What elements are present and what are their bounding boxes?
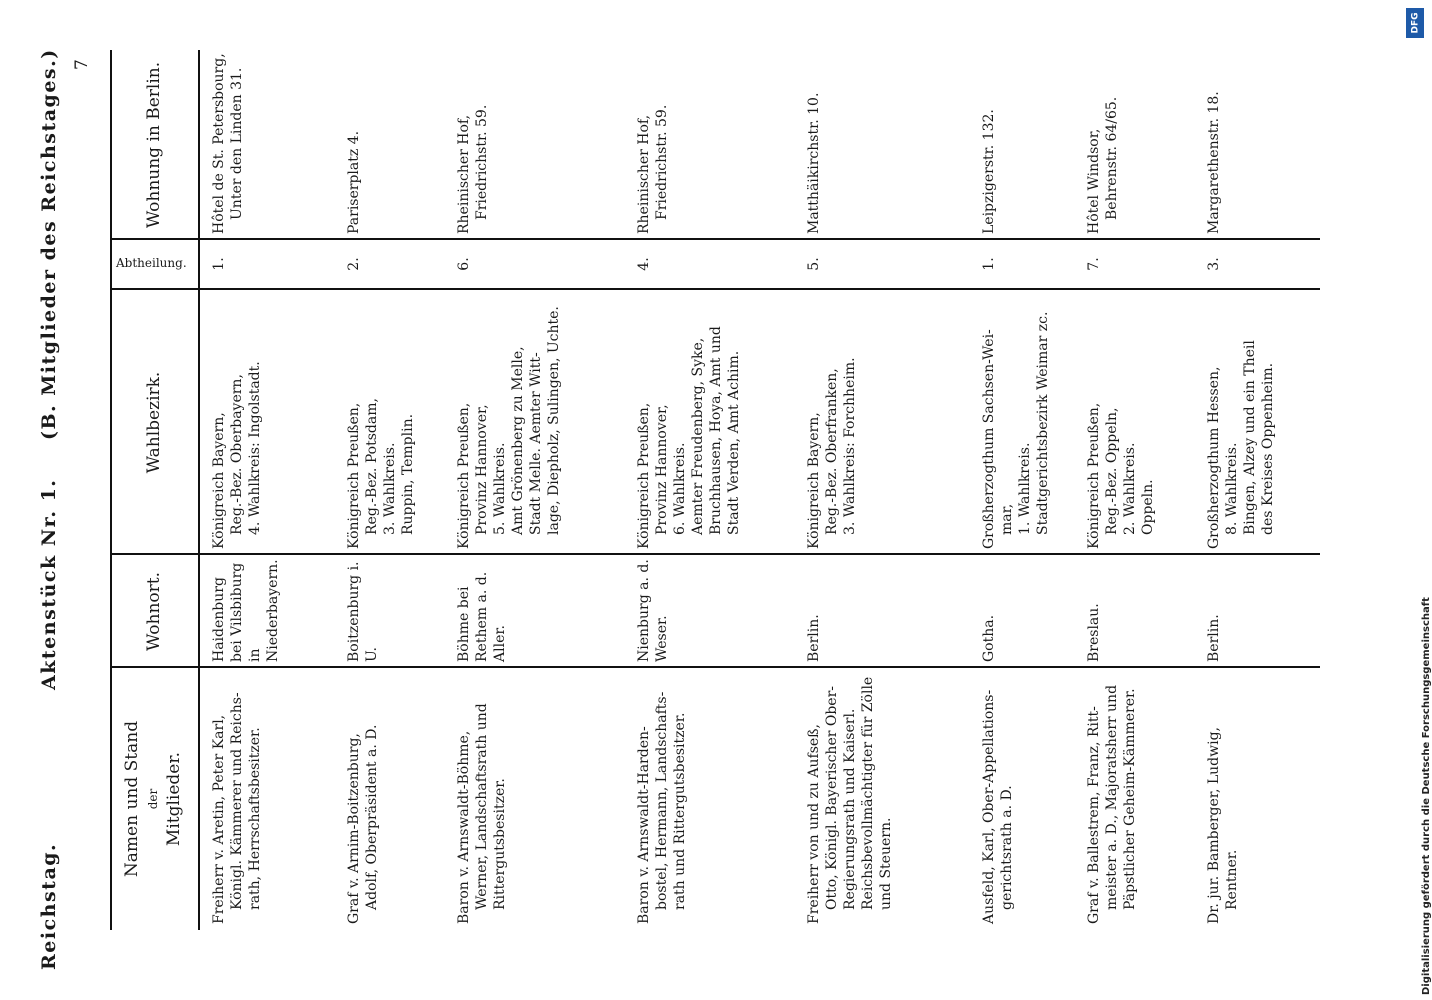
cell-name — [635, 672, 689, 924]
cell-line: Reg.-Bez. Potsdam, — [364, 398, 380, 535]
cell-line: Berlin. — [806, 614, 822, 662]
cell-name — [980, 672, 1016, 924]
cell-line: Freiherr v. Aretin, Peter Karl, — [211, 714, 227, 924]
cell-line: Reg.-Bez. Oppeln, — [1104, 407, 1120, 535]
cell-wahlbezirk — [1085, 293, 1157, 549]
cell-wohnung — [1205, 52, 1223, 234]
cell-wohnung — [635, 52, 671, 234]
cell-abtheilung: 1. — [981, 257, 997, 271]
cell-line: Päpstlicher Geheim-Kämmerer. — [1122, 688, 1138, 910]
col-header-name — [122, 668, 185, 930]
dfg-notice: Digitalisierung gefördert durch die Deutsche Forschungsgemeinschaft — [1421, 597, 1432, 995]
cell-abtheilung: 1. — [211, 257, 227, 271]
col-header-name-line: Mitglieder. — [164, 751, 184, 847]
cell-line: 8. Wahlkreis. — [1224, 442, 1240, 535]
cell-wohnort — [345, 558, 381, 662]
cell-line: Freiherr von und zu Aufseß, — [806, 724, 822, 924]
cell-wohnort — [1205, 558, 1223, 662]
cell-name — [1085, 672, 1139, 924]
cell-line: Otto, Königl. Bayerischer Ober- — [824, 685, 840, 910]
column-rule-4 — [110, 239, 1320, 241]
col-header-wahlbezirk: Wahlbezirk. — [144, 371, 164, 474]
cell-abtheilung: 5. — [806, 257, 822, 271]
header-left: Reichstag. — [38, 842, 60, 970]
cell-line: Baron v. Arnswaldt-Harden- — [636, 726, 652, 924]
cell-line: Graf v. Ballestrem, Franz, Ritt- — [1086, 706, 1102, 924]
cell-line: Königreich Preußen, — [1086, 402, 1102, 549]
cell-line: Provinz Hannover, — [474, 404, 490, 535]
cell-line: Boitzenburg i. U. — [346, 561, 380, 662]
cell-line: Königreich Bayern, — [806, 412, 822, 549]
cell-wahlbezirk — [635, 293, 743, 549]
cell-line: Breslau. — [1086, 603, 1102, 662]
cell-line: meister a. D., Majoratsherr und — [1104, 684, 1120, 910]
cell-wohnort — [635, 558, 671, 662]
cell-line: Aller. — [492, 625, 508, 662]
cell-line: Friedrichstr. 59. — [474, 104, 490, 220]
cell-line: Großherzogthum Sachsen-Wei- — [981, 329, 997, 549]
cell-wohnort — [980, 558, 998, 662]
cell-wohnort — [805, 558, 823, 662]
cell-line: Stadt Melle. Aemter Witt- — [528, 352, 544, 535]
cell-line: Haidenburg — [211, 577, 227, 662]
cell-line: Rheinischer Hof, — [636, 114, 652, 234]
dfg-logo — [1406, 8, 1424, 38]
cell-line: Dr. jur. Bamberger, Ludwig, — [1206, 727, 1222, 924]
dfg-sidebar — [1401, 0, 1432, 1000]
cell-line: und Steuern. — [878, 817, 894, 910]
cell-line: Matthäikirchstr. 10. — [806, 92, 822, 234]
cell-wohnung — [1085, 52, 1121, 234]
dfg-logo-text: DFG — [1410, 12, 1421, 34]
cell-line: Ruppin, Templin. — [400, 413, 416, 535]
table-top-rule — [110, 50, 112, 930]
header-bottom-rule — [198, 50, 200, 930]
cell-line: Rittergutsbesitzer. — [492, 778, 508, 910]
cell-wahlbezirk — [805, 293, 859, 549]
cell-wahlbezirk — [345, 293, 417, 549]
cell-wahlbezirk — [1205, 293, 1277, 549]
cell-abtheilung: 6. — [456, 257, 472, 271]
cell-wohnung — [805, 52, 823, 234]
member-table — [110, 50, 1320, 930]
cell-line: 4. Wahlkreis: Ingolstadt. — [247, 361, 263, 535]
cell-name — [805, 672, 895, 924]
cell-line: bostel, Hermann, Landschafts- — [654, 691, 670, 910]
cell-line: Graf v. Arnim-Boitzenburg, — [346, 733, 362, 924]
header-right: (B. Mitglieder des Reichstages.) — [38, 48, 60, 440]
cell-line: Gotha. — [981, 614, 997, 662]
col-header-name-line: der — [146, 788, 160, 810]
cell-line: Behrenstr. 64/65. — [1104, 96, 1120, 220]
cell-wohnort — [455, 558, 509, 662]
cell-line: Hôtel Windsor, — [1086, 128, 1102, 234]
cell-line: Stadtgerichtsbezirk Weimar zc. — [1035, 311, 1051, 535]
cell-abtheilung: 7. — [1086, 257, 1102, 271]
cell-line: 3. Wahlkreis. — [382, 442, 398, 535]
cell-line: lage, Diepholz, Sulingen, Uchte. — [546, 306, 562, 535]
cell-line: Hôtel de St. Petersbourg, — [211, 53, 227, 234]
col-header-abtheilung: Abtheilung. — [116, 256, 187, 270]
cell-line: Provinz Hannover, — [654, 404, 670, 535]
cell-line: Berlin. — [1206, 614, 1222, 662]
cell-line: in Niederbayern. — [247, 559, 281, 662]
cell-line: Königl. Kämmerer und Reichs- — [229, 692, 245, 910]
cell-line: rath und Rittergutsbesitzer. — [672, 712, 688, 910]
cell-wohnung — [455, 52, 491, 234]
cell-line: 2. Wahlkreis. — [1122, 442, 1138, 535]
cell-name — [455, 672, 509, 924]
cell-wohnung — [210, 52, 246, 234]
cell-line: 3. Wahlkreis: Forchheim. — [842, 357, 858, 535]
cell-line: Amt Grönenberg zu Melle, — [510, 346, 526, 535]
cell-wohnort — [210, 558, 282, 662]
cell-line: mar, — [999, 503, 1015, 535]
cell-name — [1205, 672, 1241, 924]
cell-abtheilung: 2. — [346, 257, 362, 271]
cell-line: Königreich Preußen, — [456, 402, 472, 549]
cell-line: Ausfeld, Karl, Ober-Appellations- — [981, 689, 997, 924]
cell-line: Adolf, Oberpräsident a. D. — [364, 724, 380, 910]
cell-line: Königreich Preußen, — [636, 402, 652, 549]
cell-line: gerichtsrath a. D. — [999, 785, 1015, 910]
cell-line: Friedrichstr. 59. — [654, 104, 670, 220]
cell-line: Rheinischer Hof, — [456, 114, 472, 234]
cell-line: Unter den Linden 31. — [229, 67, 245, 220]
cell-line: Margarethenstr. 18. — [1206, 91, 1222, 234]
cell-line: Königreich Preußen, — [346, 402, 362, 549]
cell-line: Leipzigerstr. 132. — [981, 109, 997, 234]
cell-wohnort — [1085, 558, 1103, 662]
cell-line: bei Vilsbiburg — [229, 562, 245, 662]
page-number: 7 — [72, 59, 92, 70]
cell-abtheilung: 4. — [636, 257, 652, 271]
column-rule-1 — [110, 667, 1320, 669]
cell-line: Weser. — [654, 615, 670, 662]
column-rule-3 — [110, 289, 1320, 291]
cell-wahlbezirk — [980, 293, 1052, 549]
cell-line: Pariserplatz 4. — [346, 130, 362, 234]
cell-line: Werner, Landschaftsrath und — [474, 703, 490, 910]
running-header — [38, 0, 72, 1000]
cell-line: Rentner. — [1224, 849, 1240, 910]
cell-line: Oppeln. — [1140, 479, 1156, 535]
cell-line: Großherzogthum Hessen, — [1206, 366, 1222, 549]
cell-name — [210, 672, 264, 924]
cell-line: Bruchhausen, Hoya, Amt und — [708, 326, 724, 535]
cell-line: des Kreises Oppenheim. — [1260, 362, 1276, 535]
col-header-wohnort: Wohnort. — [144, 571, 164, 652]
cell-abtheilung: 3. — [1206, 257, 1222, 271]
cell-line: Reichsbevollmächtigter für Zölle — [860, 676, 876, 910]
col-header-name-line: Namen und Stand — [122, 720, 142, 878]
cell-line: Aemter Freudenberg, Syke, — [690, 337, 706, 535]
cell-line: Königreich Bayern, — [211, 412, 227, 549]
cell-line: Regierungsrath und Kaiserl. — [842, 708, 858, 910]
cell-line: Reg.-Bez. Oberfranken, — [824, 368, 840, 535]
cell-line: Böhme bei — [456, 586, 472, 662]
cell-line: Stadt Verden, Amt Achim. — [726, 350, 742, 535]
cell-line: Reg.-Bez. Oberbayern, — [229, 374, 245, 535]
cell-name — [345, 672, 381, 924]
cell-wohnung — [980, 52, 998, 234]
cell-line: 1. Wahlkreis. — [1017, 442, 1033, 535]
header-center: Aktenstück Nr. 1. — [38, 478, 60, 690]
cell-line: 5. Wahlkreis. — [492, 442, 508, 535]
column-rule-2 — [110, 554, 1320, 556]
cell-line: Baron v. Arnswaldt-Böhme, — [456, 730, 472, 924]
cell-line: Rethem a. d. — [474, 571, 490, 662]
cell-line: Nienburg a. d. — [636, 559, 652, 662]
col-header-wohnung: Wohnung in Berlin. — [144, 61, 164, 229]
cell-line: Bingen, Alzey und ein Theil — [1242, 340, 1258, 535]
cell-line: 6. Wahlkreis. — [672, 442, 688, 535]
cell-wahlbezirk — [455, 293, 563, 549]
cell-wohnung — [345, 52, 363, 234]
cell-line: rath, Herrschaftsbesitzer. — [247, 727, 263, 910]
cell-wahlbezirk — [210, 293, 264, 549]
